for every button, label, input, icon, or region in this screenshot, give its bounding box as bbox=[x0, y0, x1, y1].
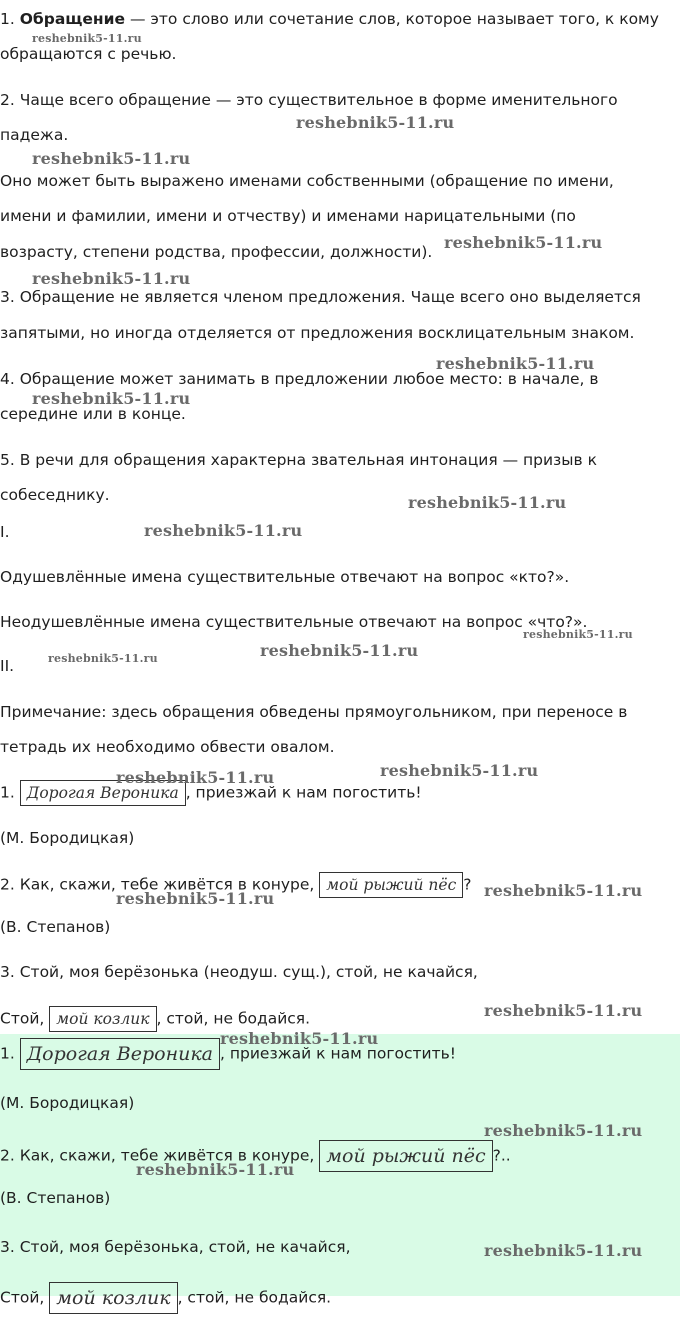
watermark: reshebnik5-11.ru bbox=[116, 768, 275, 787]
watermark: reshebnik5-11.ru bbox=[32, 389, 191, 408]
note-line-2: тетрадь их необходимо обвести овалом. bbox=[0, 738, 335, 756]
watermark: reshebnik5-11.ru bbox=[484, 1121, 643, 1140]
rule-2-line-2: падежа. bbox=[0, 126, 69, 144]
address-box-1: Дорогая Вероника bbox=[20, 780, 186, 806]
rule-3-line-1: 3. Обращение не является членом предложения. Чаще всего оно выделяется bbox=[0, 288, 641, 306]
answer-example-3-line-2: Стой, мой козлик , стой, не бодайся. bbox=[0, 1282, 331, 1314]
watermark: reshebnik5-11.ru bbox=[144, 521, 303, 540]
answer-example-2: 2. Как, скажи, тебе живётся в конуре, мой рыжий пёс ?.. bbox=[0, 1140, 511, 1172]
address-box-3: мой козлик bbox=[49, 1006, 156, 1032]
watermark: reshebnik5-11.ru bbox=[260, 641, 419, 660]
watermark: reshebnik5-11.ru bbox=[32, 269, 191, 288]
rule-3-line-2: запятыми, но иногда отделяется от предложения восклицательным знаком. bbox=[0, 324, 635, 342]
watermark: reshebnik5-11.ru bbox=[116, 889, 275, 908]
answer-example-2-author: (В. Степанов) bbox=[0, 1189, 111, 1207]
answer-example-3-line-1: 3. Стой, моя берёзонька, стой, не качайся, bbox=[0, 1238, 351, 1256]
example-2: 2. Как, скажи, тебе живётся в конуре, мой рыжий пёс ? bbox=[0, 872, 472, 898]
rule-4-line-2: середине или в конце. bbox=[0, 405, 186, 423]
watermark: reshebnik5-11.ru bbox=[220, 1029, 379, 1048]
watermark: reshebnik5-11.ru bbox=[444, 233, 603, 252]
note-line-1: Примечание: здесь обращения обведены прямоугольником, при переносе в bbox=[0, 703, 628, 721]
rule-2-line-1: 2. Чаще всего обращение — это существительное в форме именительного bbox=[0, 91, 618, 109]
watermark: reshebnik5-11.ru bbox=[484, 1241, 643, 1260]
animate-nouns-text: Одушевлённые имена существительные отвечают на вопрос «кто?». bbox=[0, 568, 570, 586]
answer-address-box-2: мой рыжий пёс bbox=[319, 1140, 492, 1172]
address-box-2: мой рыжий пёс bbox=[319, 872, 463, 898]
watermark: reshebnik5-11.ru bbox=[136, 1160, 295, 1179]
answer-address-box-1: Дорогая Вероника bbox=[20, 1038, 220, 1070]
example-1-author: (М. Бородицкая) bbox=[0, 829, 135, 847]
rule-4-line-1: 4. Обращение может занимать в предложении любое место: в начале, в bbox=[0, 370, 599, 388]
watermark: reshebnik5-11.ru bbox=[48, 652, 158, 665]
watermark: reshebnik5-11.ru bbox=[484, 881, 643, 900]
watermark: reshebnik5-11.ru bbox=[296, 113, 455, 132]
rule-1-line-2: обращаются с речью. bbox=[0, 45, 177, 63]
example-3-line-1: 3. Стой, моя берёзонька (неодуш. сущ.), стой, не качайся, bbox=[0, 963, 478, 981]
watermark: reshebnik5-11.ru bbox=[408, 493, 567, 512]
watermark: reshebnik5-11.ru bbox=[380, 761, 539, 780]
rule-2-line-5: возрасту, степени родства, профессии, должности). bbox=[0, 243, 433, 261]
watermark: reshebnik5-11.ru bbox=[484, 1001, 643, 1020]
watermark: reshebnik5-11.ru bbox=[32, 149, 191, 168]
watermark: reshebnik5-11.ru bbox=[436, 354, 595, 373]
section-2-numeral: II. bbox=[0, 657, 15, 675]
answer-example-1-author: (М. Бородицкая) bbox=[0, 1094, 135, 1112]
inanimate-nouns-text: Неодушевлённые имена существительные отвечают на вопрос «что?». bbox=[0, 613, 588, 631]
term-obrashchenie: Обращение bbox=[19, 10, 126, 28]
rule-5-line-2: собеседнику. bbox=[0, 486, 110, 504]
watermark: reshebnik5-11.ru bbox=[523, 628, 633, 641]
rule-2-line-3: Оно может быть выражено именами собственными (обращение по имени, bbox=[0, 172, 614, 190]
watermark: reshebnik5-11.ru bbox=[32, 32, 142, 45]
answer-address-box-3: мой козлик bbox=[49, 1282, 177, 1314]
answer-example-1: 1. Дорогая Вероника , приезжай к нам погостить! bbox=[0, 1038, 456, 1070]
rule-5-line-1: 5. В речи для обращения характерна звательная интонация — призыв к bbox=[0, 451, 597, 469]
example-3-line-2: Стой, мой козлик , стой, не бодайся. bbox=[0, 1006, 310, 1032]
rule-1-line-1: 1. Обращение — это слово или сочетание слов, которое называет того, к кому bbox=[0, 10, 659, 28]
rule-2-line-4: имени и фамилии, имени и отчеству) и именами нарицательными (по bbox=[0, 207, 576, 225]
example-2-author: (В. Степанов) bbox=[0, 918, 111, 936]
example-1: 1. Дорогая Вероника , приезжай к нам погостить! bbox=[0, 780, 422, 806]
section-1-numeral: I. bbox=[0, 523, 10, 541]
